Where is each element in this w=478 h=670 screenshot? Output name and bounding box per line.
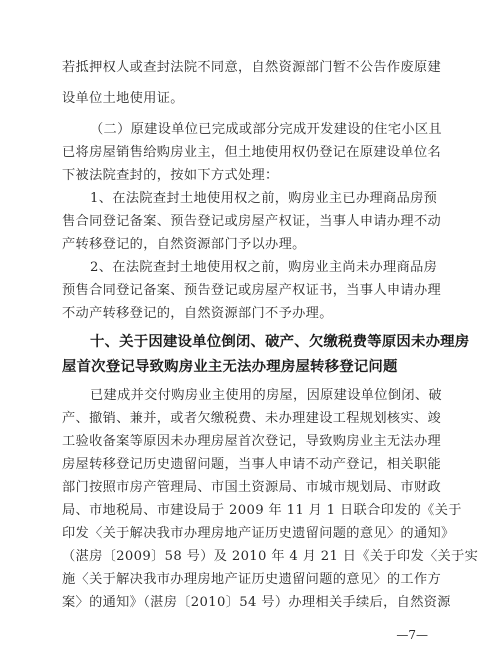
- text-line: 产转移登记的，自然资源部门予以办理。: [62, 237, 306, 252]
- text-line: 下被法院查封的，按如下方式处理：: [62, 168, 279, 183]
- text-line: 房屋转移登记历史遗留问题，当事人申请不动产登记，相关职能: [62, 457, 442, 472]
- text-line: 部门按照市房产管理局、市国土资源局、市城市规划局、市财政: [62, 480, 442, 495]
- text-line: （湛房〔2009〕58 号）及 2010 年 4 月 21 日《关于印发〈关于实: [62, 549, 478, 564]
- text-line: 案〉的通知》（湛房〔2010〕54 号）办理相关手续后，自然资源: [62, 595, 451, 610]
- text-line: 2、在法院查封土地使用权之前，购房业主尚未办理商品房: [90, 260, 438, 275]
- text-line: 已建成并交付购房业主使用的房屋，因原建设单位倒闭、破: [90, 388, 442, 403]
- text-line: （二）原建设单位已完成或部分完成开发建设的住宅小区且: [90, 122, 442, 137]
- text-line: 工验收备案等原因未办理房屋首次登记，导致购房业主无法办理: [62, 434, 442, 449]
- section-heading: 十、关于因建设单位倒闭、破产、欠缴税费等原因未办理房: [90, 334, 470, 350]
- text-line: 印发〈关于解决我市办理房地产证历史遗留问题的意见〉的通知》: [62, 526, 455, 541]
- text-line: 预售合同登记备案、预告登记或房屋产权证书，当事人申请办理: [62, 283, 442, 298]
- text-line: 产、撤销、兼并，或者欠缴税费、未办理建设工程规划核实、竣: [62, 411, 442, 426]
- text-line: 售合同登记备案、预告登记或房屋产权证，当事人申请办理不动: [62, 214, 442, 229]
- text-line: 施〈关于解决我市办理房地产证历史遗留问题的意见〉的工作方: [62, 572, 442, 587]
- text-line: 若抵押权人或查封法院不同意，自然资源部门暂不公告作废原建: [62, 60, 442, 75]
- section-heading: 屋首次登记导致购房业主无法办理房屋转移登记问题: [62, 359, 398, 375]
- text-line: 局、市地税局、市建设局于 2009 年 11 月 1 日联合印发的《关于: [62, 503, 462, 518]
- text-line: 已将房屋销售给购房业主，但土地使用权仍登记在原建设单位名: [62, 145, 442, 160]
- text-line: 不动产转移登记的，自然资源部门不予办理。: [62, 306, 333, 321]
- text-line: 设单位土地使用证。: [62, 91, 184, 106]
- text-line: 1、在法院查封土地使用权之前，购房业主已办理商品房预: [90, 191, 438, 206]
- page-number: —7—: [396, 628, 428, 642]
